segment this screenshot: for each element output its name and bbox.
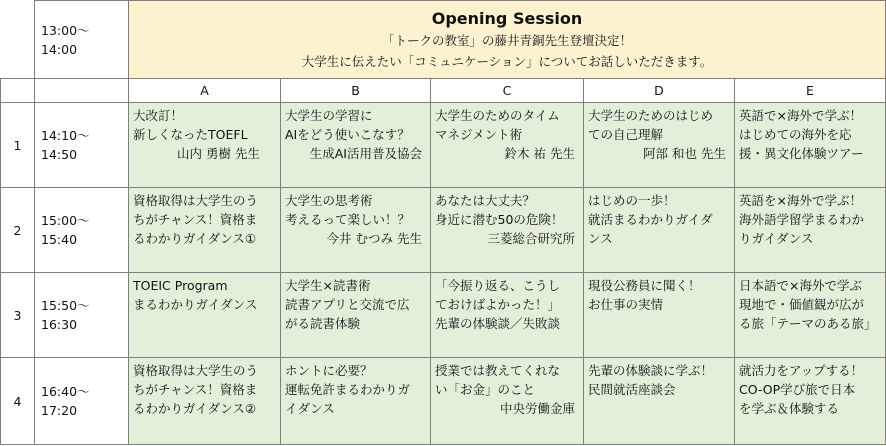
session-text-line: 「今振り返る、こうし: [435, 278, 561, 293]
session-row-4: [1, 358, 886, 445]
session-text-line: るわかりガイダンス②: [133, 401, 257, 416]
session-text-line: 大改訂！: [133, 108, 184, 123]
session-text-line: 援・異文化体験ツアー: [739, 146, 864, 161]
session-text-line: 山内 勇樹 先生: [177, 146, 260, 161]
column-header-row: [1, 79, 886, 103]
session-text-line: 身近に潜む50の危険！: [435, 212, 564, 227]
row-number[interactable]: 2: [1, 188, 35, 273]
opening-time-cell[interactable]: [35, 1, 129, 79]
session-text-line: 大学生のためのはじめ: [588, 108, 714, 123]
session-text-line: 新しくなったTOEFL: [133, 127, 248, 142]
session-text-line: 阿部 和也 先生: [643, 146, 726, 161]
session-text-line: 英語で×海外で学ぶ！: [739, 108, 862, 123]
column-header-d[interactable]: D: [584, 79, 735, 103]
row-number[interactable]: 4: [1, 358, 35, 445]
session-cell-d[interactable]: [584, 188, 735, 273]
session-text-line: 大学生のためのタイム: [435, 108, 560, 123]
session-cell-e[interactable]: [735, 358, 886, 445]
session-cell-b[interactable]: [281, 188, 431, 273]
session-text-line: お仕事の実情: [588, 297, 664, 312]
session-cell-d[interactable]: [584, 358, 735, 445]
session-text-line: 民間就活座談会: [588, 382, 676, 397]
session-text-line: 大学生の思考術: [285, 193, 373, 208]
session-rows: [1, 103, 886, 445]
session-cell-b[interactable]: [281, 273, 431, 358]
session-cell-c[interactable]: [431, 103, 584, 188]
row-number[interactable]: 1: [1, 103, 35, 188]
session-text-line: マネジメント術: [435, 127, 523, 142]
column-header-e[interactable]: E: [735, 79, 886, 103]
session-text-line: 大学生の学習に: [285, 108, 373, 123]
session-text-line: がる読書体験: [285, 316, 361, 331]
session-text-line: 現地で・価値観が広が: [739, 297, 865, 312]
session-cell-b[interactable]: [281, 103, 431, 188]
opening-row: [1, 1, 886, 79]
session-cell-c[interactable]: [431, 273, 584, 358]
session-text-line: るわかりガイダンス①: [133, 231, 257, 246]
session-text-line: 考えるって楽しい！？: [285, 212, 411, 227]
session-text-line: ちがチャンス！資格ま: [133, 212, 258, 227]
session-cell-a[interactable]: [129, 358, 281, 445]
session-text-line: い「お金」のこと: [435, 382, 536, 397]
time-slot[interactable]: 14:10～ 14:50: [35, 103, 129, 188]
session-cell-e[interactable]: [735, 188, 886, 273]
session-cell-d[interactable]: [584, 273, 735, 358]
session-text-line: ンス: [588, 231, 613, 246]
session-cell-a[interactable]: [129, 273, 281, 358]
session-text-line: ホントに必要？: [285, 363, 373, 378]
session-text-line: ておけばよかった！」: [435, 297, 561, 312]
session-cell-d[interactable]: [584, 103, 735, 188]
session-cell-e[interactable]: [735, 273, 886, 358]
session-cell-c[interactable]: [431, 188, 584, 273]
opening-session-cell[interactable]: [129, 1, 886, 79]
session-text-line: TOEIC Program: [133, 278, 228, 293]
session-text-line: 就活力をアップする！: [739, 363, 864, 378]
session-text-line: あなたは大丈夫？: [435, 193, 536, 208]
time-slot[interactable]: 16:40～ 17:20: [35, 358, 129, 445]
header-blank-2[interactable]: [35, 79, 129, 103]
session-text-line: を学ぶ＆体験する: [739, 401, 840, 416]
session-text-line: 資格取得は大学生のう: [133, 193, 259, 208]
session-text-line: イダンス: [285, 401, 335, 416]
session-text-line: 先輩の体験談／失敗談: [435, 316, 561, 331]
session-text-line: 就活まるわかりガイダ: [588, 212, 713, 227]
opening-line-2: 大学生に伝えたい「コミュニケーション」についてお話しいただきます。: [301, 53, 713, 69]
column-header-a[interactable]: A: [129, 79, 281, 103]
session-text-line: AIをどう使いこなす？: [285, 127, 410, 142]
session-cell-a[interactable]: [129, 103, 281, 188]
session-text-line: はじめての海外を応: [739, 127, 852, 142]
row-number[interactable]: 3: [1, 273, 35, 358]
session-text-line: 現役公務員に聞く！: [588, 278, 701, 293]
time-slot[interactable]: 15:50～ 16:30: [35, 273, 129, 358]
session-text-line: まるわかりガイダンス: [133, 297, 258, 312]
session-cell-b[interactable]: [281, 358, 431, 445]
time-slot[interactable]: 15:00～ 15:40: [35, 188, 129, 273]
session-text-line: 大学生×読書術: [285, 278, 371, 293]
session-text-line: 資格取得は大学生のう: [133, 363, 259, 378]
session-row-1: [1, 103, 886, 188]
session-text-line: 海外語学留学まるわか: [739, 212, 865, 227]
session-text-line: 読書アプリと交流で広: [285, 297, 410, 312]
session-cell-a[interactable]: [129, 188, 281, 273]
session-text-line: 中央労働金庫: [499, 401, 575, 416]
opening-title: Opening Session: [431, 8, 583, 28]
session-cell-e[interactable]: [735, 103, 886, 188]
session-text-line: 生成AI活用普及協会: [309, 146, 422, 161]
session-row-2: [1, 188, 886, 273]
session-row-3: [1, 273, 886, 358]
column-header-c[interactable]: C: [431, 79, 584, 103]
corner-cell[interactable]: [1, 1, 35, 79]
session-text-line: りガイダンス: [739, 231, 814, 246]
session-text-line: 三菱総合研究所: [487, 231, 575, 246]
session-text-line: 日本語で×海外で学ぶ: [739, 278, 862, 293]
session-text-line: 鈴木 祐 先生: [504, 146, 575, 161]
session-text-line: CO-OP学び旅で日本: [739, 382, 856, 397]
session-text-line: 授業では教えてくれな: [435, 363, 561, 378]
session-cell-c[interactable]: [431, 358, 584, 445]
session-text-line: 英語を×海外で学ぶ！: [739, 193, 862, 208]
column-header-b[interactable]: B: [281, 79, 431, 103]
opening-time: 13:00～ 14:00: [41, 22, 90, 57]
opening-line-1: 「トークの教室」の藤井青銅先生登壇決定！: [381, 32, 632, 48]
session-text-line: ちがチャンス！資格ま: [133, 382, 258, 397]
session-text-line: 先輩の体験談に学ぶ！: [588, 363, 714, 378]
session-text-line: 運転免許まるわかりガ: [285, 382, 411, 397]
session-text-line: 今井 むつみ 先生: [326, 231, 422, 246]
session-text-line: はじめの一歩！: [588, 193, 676, 208]
session-text-line: ての自己理解: [588, 127, 664, 142]
session-text-line: る旅「テーマのある旅」: [739, 316, 877, 331]
header-blank-1[interactable]: [1, 79, 35, 103]
